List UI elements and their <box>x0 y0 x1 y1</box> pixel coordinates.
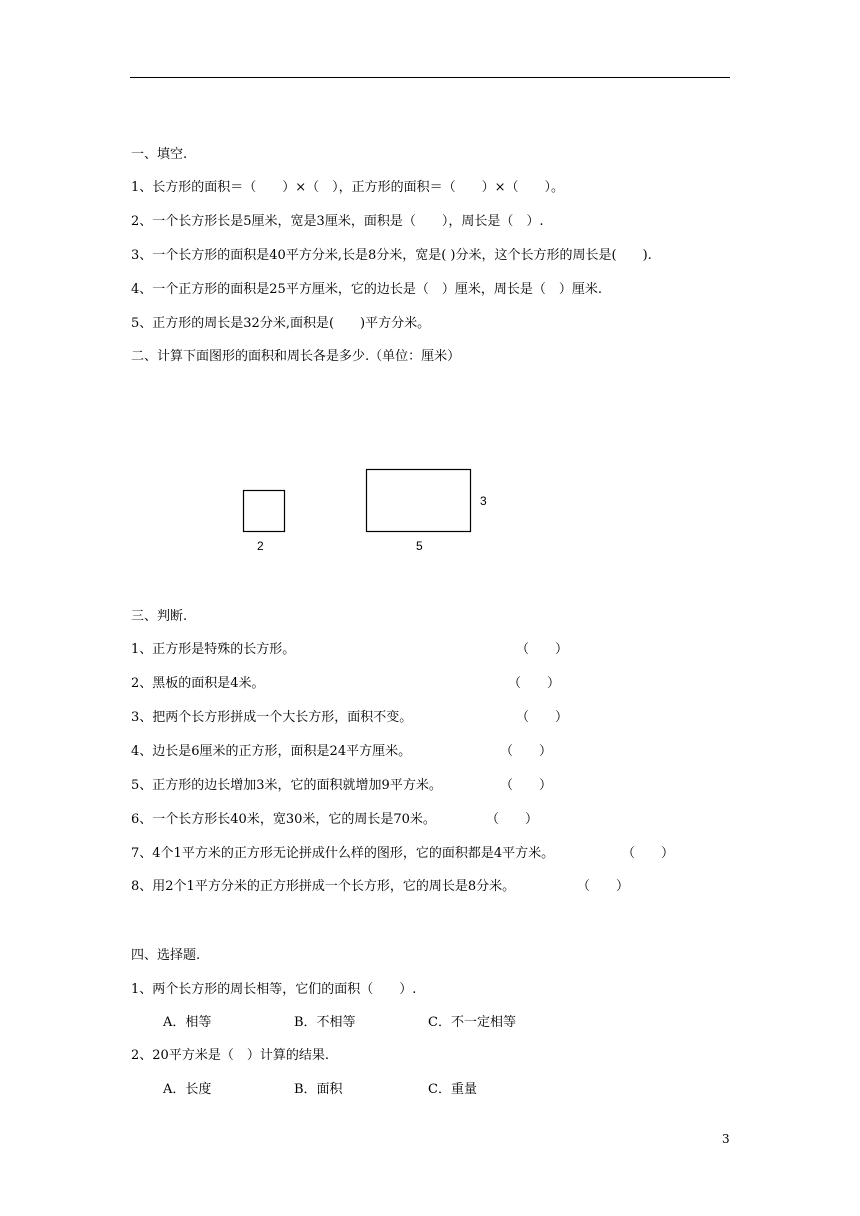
judge-item-6: 6、一个长方形长40米，宽30米，它的周长是70米。 <box>131 812 436 827</box>
choice-2-option-c: C．重量 <box>428 1082 477 1097</box>
judge-item-7: 7、4个1平方米的正方形无论拼成什么样的图形，它的面积都是4平方米。 <box>131 846 555 861</box>
square-side-label: 2 <box>257 539 264 553</box>
choice-2-option-a: A．长度 <box>163 1082 212 1097</box>
judge-item-3: 3、把两个长方形拼成一个大长方形，面积不变。 <box>131 710 413 725</box>
section3-heading: 三、判断. <box>131 609 188 624</box>
square-shape <box>244 491 285 532</box>
choice-1-option-b: B．不相等 <box>294 1015 356 1030</box>
judge-answer-1: （ ） <box>516 642 569 657</box>
rect-width-label: 5 <box>416 539 423 553</box>
judge-answer-5: （ ） <box>500 778 553 793</box>
choice-1-option-c: C．不一定相等 <box>428 1015 516 1030</box>
judge-answer-3: （ ） <box>516 710 569 725</box>
fill-item-2: 2、一个长方形长是5厘米，宽是3厘米，面积是（ ），周长是（ ）. <box>131 214 544 229</box>
fill-item-3: 3、一个长方形的面积是40平方分米,长是8分米，宽是( )分米，这个长方形的周长是( ). <box>131 248 652 263</box>
rect-height-label: 3 <box>480 494 487 508</box>
section4-heading: 四、选择题. <box>131 948 201 963</box>
judge-item-4: 4、边长是6厘米的正方形，面积是24平方厘米。 <box>131 744 412 759</box>
fill-item-1: 1、长方形的面积＝（ ）×（ ），正方形的面积＝（ ）×（ ）。 <box>131 180 565 195</box>
judge-answer-2: （ ） <box>508 676 561 691</box>
judge-answer-4: （ ） <box>500 744 553 759</box>
judge-item-2: 2、黑板的面积是4米。 <box>131 676 265 691</box>
fill-item-5: 5、正方形的周长是32分米,面积是( )平方分米。 <box>131 316 431 331</box>
judge-answer-6: （ ） <box>486 812 539 827</box>
judge-item-1: 1、正方形是特殊的长方形。 <box>131 642 296 657</box>
fill-item-4: 4、一个正方形的面积是25平方厘米，它的边长是（ ）厘米，周长是（ ）厘米. <box>131 282 602 297</box>
judge-answer-8: （ ） <box>577 879 630 894</box>
rectangle-shape <box>367 470 471 532</box>
judge-item-5: 5、正方形的边长增加3米，它的面积就增加9平方米。 <box>131 778 442 793</box>
section2-heading: 二、计算下面图形的面积和周长各是多少.（单位：厘米） <box>131 349 461 364</box>
judge-item-8: 8、用2个1平方分米的正方形拼成一个长方形，它的周长是8分米。 <box>131 879 516 894</box>
section1-heading: 一、填空. <box>131 147 188 162</box>
page-number: 3 <box>722 1132 730 1146</box>
choice-question-1: 1、两个长方形的周长相等，它们的面积（ ）. <box>131 982 417 997</box>
judge-answer-7: （ ） <box>622 846 675 861</box>
choice-1-option-a: A．相等 <box>163 1015 212 1030</box>
choice-2-option-b: B．面积 <box>294 1082 343 1097</box>
choice-question-2: 2、20平方米是（ ）计算的结果. <box>131 1048 329 1063</box>
